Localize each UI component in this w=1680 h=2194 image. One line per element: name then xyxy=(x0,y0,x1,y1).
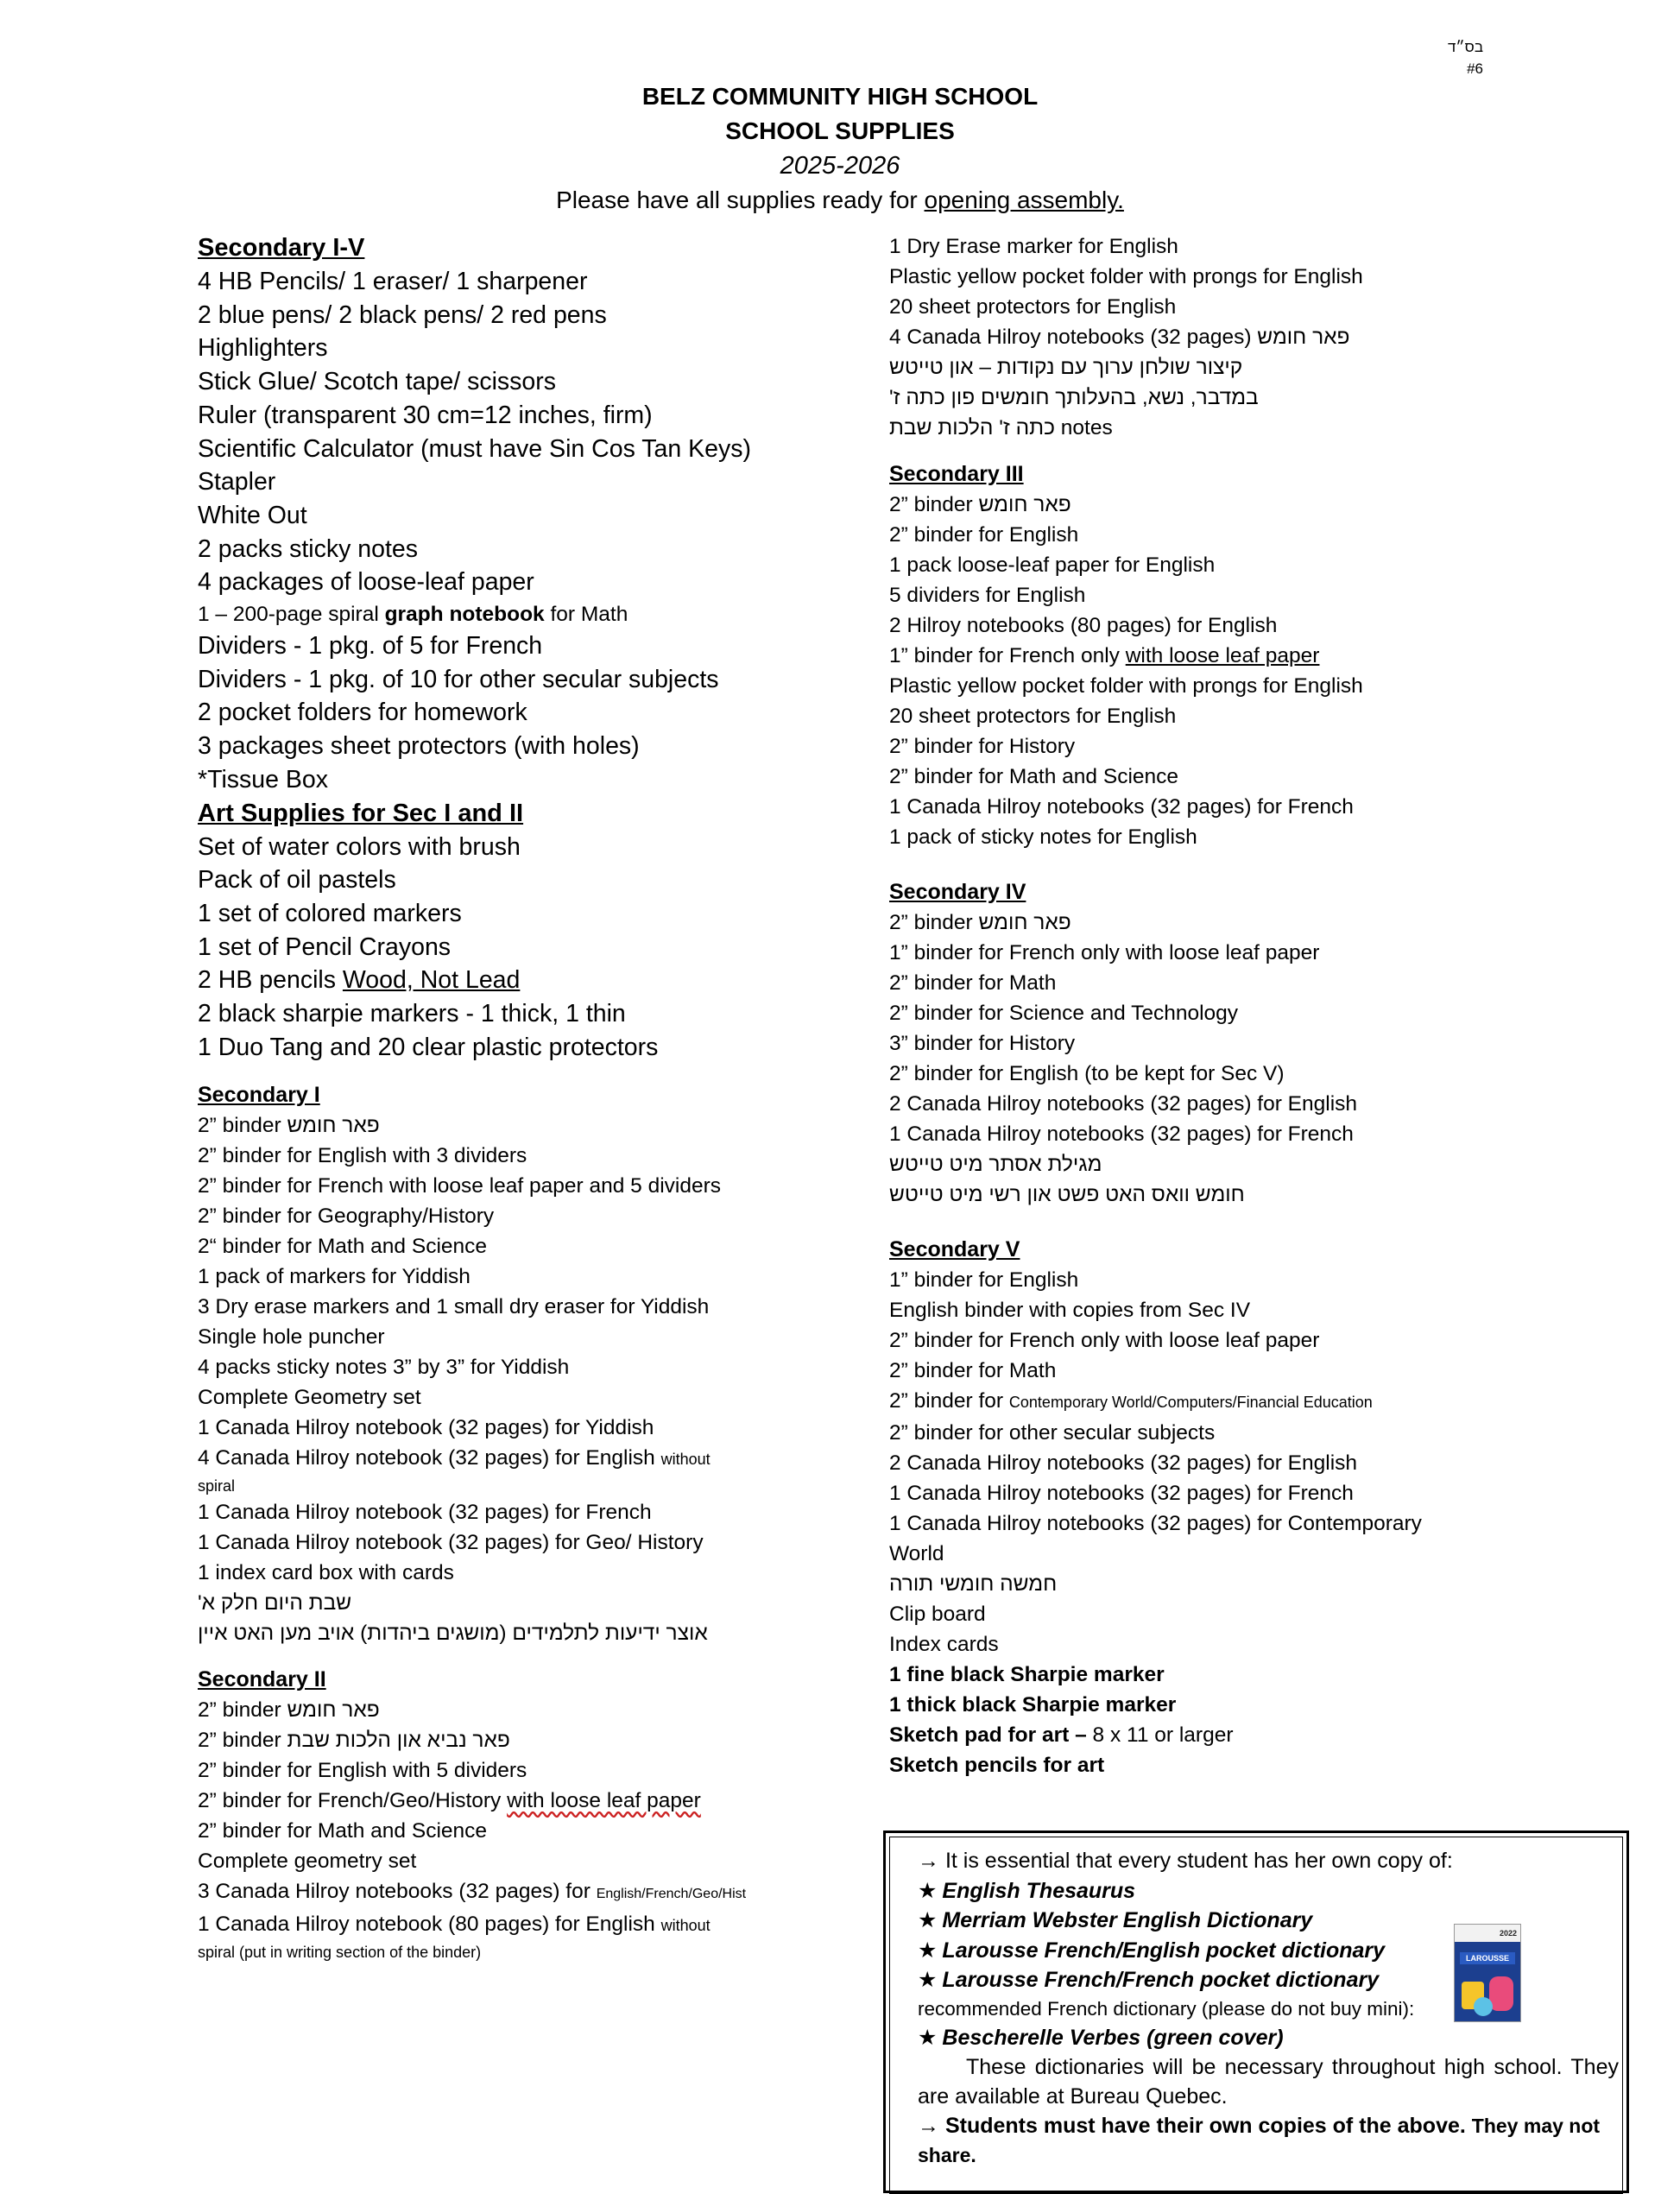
header-note xyxy=(0,183,1680,218)
binder-text: 2” binder xyxy=(198,1698,281,1723)
sketch-rest: 8 x 11 or larger xyxy=(1092,1723,1234,1747)
warning-tail: They may not share. xyxy=(918,2115,1601,2166)
list-item: Index cards xyxy=(889,1633,999,1656)
list-item: 1 Canada Hilroy notebooks (32 pages) for French xyxy=(889,1482,1354,1505)
list-item: 2” binder for Geography/History xyxy=(198,1204,495,1229)
dictionary-name: English Thesaurus xyxy=(942,1878,1136,1903)
hebrew-text: קיצור שולחן ערוך עם נקודות – און טייטש xyxy=(889,356,1243,379)
list-item: 2” binder for English with 3 dividers xyxy=(198,1144,527,1168)
list-item: Complete Geometry set xyxy=(198,1386,421,1410)
warning-bold: Students must have their own copies of the above. xyxy=(944,2114,1466,2138)
arrow-icon: → xyxy=(918,2114,939,2138)
list-item: 2” binder for French only with loose leaf paper xyxy=(889,1329,1320,1352)
list-item-hebrew xyxy=(889,383,1494,413)
box-paragraph-text: These dictionaries will be necessary throughout high school. They are available at Bureau Quebec. xyxy=(918,2055,1619,2109)
dictionary-name: Merriam Webster English Dictionary xyxy=(942,1908,1313,1932)
list-item: 1 pack loose-leaf paper for English xyxy=(889,553,1216,577)
list-item-binder-chumash xyxy=(889,490,1494,520)
french-binder-underlined: with loose leaf paper xyxy=(507,1789,701,1813)
hebrew-text: חומש וואס האט פשט און רשי מיט טייטש xyxy=(889,1183,1245,1206)
hebrew-text: במדבר, נשא, בהעלותך חומשים פון כתה ז' xyxy=(889,386,1259,409)
list-item: 2 black sharpie markers - 1 thick, 1 thin xyxy=(198,1000,626,1028)
school-name: BELZ COMMUNITY HIGH SCHOOL xyxy=(641,83,1039,110)
hilroy80-small: without xyxy=(660,1917,711,1935)
secondary-i-v-list xyxy=(198,265,854,797)
hebrew-text: שבת היום חלק א' xyxy=(198,1591,352,1615)
notes-hebrew: כתה ז' הלכות שבת xyxy=(889,416,1055,439)
cover-shape xyxy=(1489,1976,1513,2011)
graph-pre: 1 – 200-page spiral xyxy=(198,603,385,627)
list-item: 1 index card box with cards xyxy=(198,1561,454,1585)
header-note-text: Please have all supplies ready for xyxy=(556,187,925,213)
box-warning xyxy=(918,2111,1619,2170)
corner-hebrew: בס״ד xyxy=(1448,39,1483,55)
binder-text: 2” binder xyxy=(198,1114,281,1138)
header-note-underlined: opening assembly. xyxy=(924,187,1124,213)
list-item-french-binder xyxy=(198,1786,854,1816)
list-item: 2” binder for English xyxy=(889,523,1079,547)
star-icon: ★ xyxy=(918,1878,938,1903)
list-item: 2” binder for Math xyxy=(889,971,1057,995)
hilroy-small: English/French/Geo/Hist xyxy=(596,1887,747,1902)
list-item-hilroy-chumash xyxy=(889,322,1494,352)
list-item: 1 Canada Hilroy notebook (32 pages) for Geo/ History xyxy=(198,1531,704,1555)
hilroy-text: 4 Canada Hilroy notebooks (32 pages) xyxy=(889,326,1252,349)
list-item-binder-chumash xyxy=(198,1110,854,1141)
list-item: 1 pack of markers for Yiddish xyxy=(198,1265,471,1289)
french-binder-text: 1” binder for French only xyxy=(889,644,1126,667)
list-item: Highlighters xyxy=(198,334,328,363)
list-item: Stapler xyxy=(198,468,276,496)
document-title: SCHOOL SUPPLIES xyxy=(725,117,955,144)
list-item-sketch-pad xyxy=(889,1720,1494,1750)
list-item: White Out xyxy=(198,501,307,529)
dictionary-name: Larousse French/French pocket dictionary xyxy=(942,1968,1380,1992)
section-title-secondary-iii: Secondary III xyxy=(889,462,1024,486)
list-item: Stick Glue/ Scotch tape/ scissors xyxy=(198,368,556,396)
list-item-hb-pencils xyxy=(198,964,854,997)
hebrew-text: אוצר ידיעות לתלמידים (מושגים ביהדות) אויב מען האט איין xyxy=(198,1622,708,1646)
english-hilroy-small: without xyxy=(660,1451,711,1469)
page-number: #6 xyxy=(1467,60,1483,77)
list-item: 3 packages sheet protectors (with holes) xyxy=(198,732,640,761)
section-title-secondary-i-v: Secondary I-V xyxy=(198,234,365,262)
list-item-wrap: spiral (put in writing section of the binder) xyxy=(198,1944,482,1962)
hilroy-text: 3 Canada Hilroy notebooks (32 pages) for xyxy=(198,1880,597,1904)
section-title-secondary-v: Secondary V xyxy=(889,1237,1020,1261)
sketch-bold: Sketch pad for art – xyxy=(889,1723,1093,1747)
binder-text: 2” binder xyxy=(198,1729,281,1753)
list-item: Dividers - 1 pkg. of 5 for French xyxy=(198,632,543,661)
list-item: 2” binder for Math xyxy=(889,1359,1057,1382)
list-item-binder-chumash xyxy=(198,1695,854,1725)
list-item: 1 fine black Sharpie marker xyxy=(889,1663,1165,1686)
arrow-icon: → xyxy=(918,1849,939,1873)
binder-hebrew: פאר חומש xyxy=(978,911,1071,934)
list-item-hebrew xyxy=(889,1179,1494,1210)
list-item: 2 blue pens/ 2 black pens/ 2 red pens xyxy=(198,300,607,329)
secondary-iv-list xyxy=(889,907,1494,1210)
list-item: 2 packs sticky notes xyxy=(198,534,419,563)
list-item: 2” binder for other secular subjects xyxy=(889,1421,1216,1445)
list-item-binder-navi xyxy=(198,1725,854,1755)
list-item: 1 Duo Tang and 20 clear plastic protectors xyxy=(198,1033,659,1061)
list-item: 2” binder for Math and Science xyxy=(889,765,1179,788)
list-item: Set of water colors with brush xyxy=(198,832,521,861)
list-item: 5 dividers for English xyxy=(889,584,1086,607)
list-item: 2” binder for Science and Technology xyxy=(889,1002,1239,1025)
list-item: 3” binder for History xyxy=(889,1032,1076,1055)
list-item: 2” binder for English with 5 dividers xyxy=(198,1759,527,1783)
list-item: Sketch pencils for art xyxy=(889,1754,1105,1777)
left-column xyxy=(198,231,854,1963)
star-icon: ★ xyxy=(918,1908,938,1932)
binder-hebrew: פאר חומש xyxy=(287,1698,380,1723)
hb-pencils-text: 2 HB pencils xyxy=(198,966,343,995)
corner-marks xyxy=(1448,36,1483,79)
list-item: Plastic yellow pocket folder with prongs for English xyxy=(889,674,1363,698)
cw-text: 2” binder for xyxy=(889,1389,1009,1413)
section-title-art-supplies: Art Supplies for Sec I and II xyxy=(198,799,524,827)
graph-bold: graph notebook xyxy=(384,603,545,627)
list-item-contemporary-binder xyxy=(889,1386,1494,1418)
notes-text: notes xyxy=(1060,416,1113,439)
list-item-hebrew xyxy=(889,1569,1494,1599)
list-item: 20 sheet protectors for English xyxy=(889,295,1177,319)
list-item: 20 sheet protectors for English xyxy=(889,705,1177,728)
hilroy-hebrew: פאר חומש xyxy=(1257,326,1350,349)
document-header xyxy=(0,79,1680,218)
art-supplies-list xyxy=(198,831,854,1065)
english-hilroy-text: 4 Canada Hilroy notebook (32 pages) for English xyxy=(198,1446,661,1470)
list-item: 1 set of colored markers xyxy=(198,899,462,927)
list-item: 1 Dry Erase marker for English xyxy=(889,235,1178,258)
binder-hebrew: פאר חומש xyxy=(978,493,1071,516)
box-intro xyxy=(918,1846,1601,1876)
secondary-i-continued-list xyxy=(889,231,1494,443)
list-item: 2” binder for Math and Science xyxy=(198,1819,488,1843)
list-item: 1 pack of sticky notes for English xyxy=(889,825,1197,849)
list-item-hebrew xyxy=(889,352,1494,383)
secondary-ii-list xyxy=(198,1695,854,1963)
hebrew-text: חמשה חומשי תורה xyxy=(889,1572,1058,1596)
list-item-hebrew xyxy=(889,1149,1494,1179)
secondary-i-list xyxy=(198,1110,854,1648)
list-item-binder-chumash xyxy=(889,907,1494,938)
list-item: 1 Canada Hilroy notebooks (32 pages) for Contemporary xyxy=(889,1512,1422,1535)
dictionary-name: Bescherelle Verbes (green cover) xyxy=(942,2025,1284,2050)
list-item: 2 Hilroy notebooks (80 pages) for English xyxy=(889,614,1278,637)
list-item: Single hole puncher xyxy=(198,1325,385,1350)
box-paragraph xyxy=(918,2052,1619,2111)
list-item: World xyxy=(889,1542,944,1565)
box-intro-text: It is essential that every student has her own copy of: xyxy=(944,1849,1453,1873)
larousse-dictionary-image xyxy=(1454,1924,1521,2022)
cover-shape xyxy=(1474,1997,1493,2016)
french-binder-underlined: with loose leaf paper xyxy=(1125,644,1320,667)
list-item-graph-notebook xyxy=(198,599,854,629)
french-binder-text: 2” binder for French/Geo/History xyxy=(198,1789,508,1813)
star-icon: ★ xyxy=(918,1968,938,1992)
dictionary-name: Larousse French/English pocket dictionary xyxy=(942,1938,1386,1963)
list-item: Pack of oil pastels xyxy=(198,866,396,895)
section-title-secondary-i: Secondary I xyxy=(198,1083,320,1108)
list-item: 2” binder for English (to be kept for Sec V) xyxy=(889,1062,1285,1085)
cw-small: Contemporary World/Computers/Financial Education xyxy=(1008,1394,1373,1411)
section-title-secondary-ii: Secondary II xyxy=(198,1667,326,1692)
list-item: 2” binder for History xyxy=(889,735,1076,758)
list-item: 2 Canada Hilroy notebooks (32 pages) for English xyxy=(889,1451,1358,1475)
list-item: Complete geometry set xyxy=(198,1849,417,1874)
list-item: Clip board xyxy=(889,1603,986,1626)
book-year: 2022 xyxy=(1455,1925,1520,1942)
list-item: English binder with copies from Sec IV xyxy=(889,1299,1251,1322)
dictionary-item xyxy=(918,1876,1601,1906)
list-item: 1 set of Pencil Crayons xyxy=(198,933,452,961)
hilroy80-text: 1 Canada Hilroy notebook (80 pages) for English xyxy=(198,1913,661,1937)
list-item-hebrew xyxy=(198,1618,854,1648)
binder-text: 2” binder xyxy=(889,493,973,516)
list-item: 1” binder for English xyxy=(889,1268,1079,1292)
list-item: 2 Canada Hilroy notebooks (32 pages) for English xyxy=(889,1092,1358,1116)
list-item: *Tissue Box xyxy=(198,765,329,794)
list-item-hilroy-80 xyxy=(198,1909,854,1941)
binder-text: 2” binder xyxy=(889,911,973,934)
graph-post: for Math xyxy=(544,603,628,627)
list-item: 3 Dry erase markers and 1 small dry eraser for Yiddish xyxy=(198,1295,710,1319)
list-item: 2 pocket folders for homework xyxy=(198,699,527,727)
list-item-notes xyxy=(889,413,1494,443)
list-item: 2“ binder for Math and Science xyxy=(198,1235,488,1259)
list-item: 1 Canada Hilroy notebooks (32 pages) for French xyxy=(889,795,1354,819)
star-icon: ★ xyxy=(918,2025,938,2050)
star-icon: ★ xyxy=(918,1938,938,1963)
list-item: 1 thick black Sharpie marker xyxy=(889,1693,1177,1717)
list-item-wrap: spiral xyxy=(198,1477,236,1495)
binder-hebrew: פאר חומש xyxy=(287,1114,380,1138)
list-item-hilroy-subjects xyxy=(198,1876,854,1909)
list-item-hebrew xyxy=(198,1588,854,1618)
list-item: 4 packages of loose-leaf paper xyxy=(198,568,534,597)
list-item: Plastic yellow pocket folder with prongs for English xyxy=(889,265,1363,288)
list-item: 4 HB Pencils/ 1 eraser/ 1 sharpener xyxy=(198,268,588,295)
list-item: 1” binder for French only with loose leaf paper xyxy=(889,941,1320,964)
section-title-secondary-iv: Secondary IV xyxy=(889,880,1026,904)
list-item: Scientific Calculator (must have Sin Cos Tan Keys) xyxy=(198,434,751,463)
list-item: 4 packs sticky notes 3” by 3” for Yiddish xyxy=(198,1356,570,1380)
book-brand: LAROUSSE xyxy=(1460,1952,1515,1964)
hebrew-text: מגילת אסתר מיט טייטש xyxy=(889,1153,1102,1176)
list-item: 1 Canada Hilroy notebook (32 pages) for French xyxy=(198,1501,652,1525)
hb-pencils-underlined: Wood, Not Lead xyxy=(342,966,521,995)
secondary-iii-list xyxy=(889,490,1494,852)
list-item: 2” binder for French with loose leaf paper and 5 dividers xyxy=(198,1174,722,1198)
recommend-note: recommended French dictionary (please do not buy mini): xyxy=(918,1997,1415,2020)
list-item-french-binder xyxy=(889,641,1494,671)
list-item: Ruler (transparent 30 cm=12 inches, firm) xyxy=(198,401,653,429)
list-item: Dividers - 1 pkg. of 10 for other secular subjects xyxy=(198,665,719,693)
list-item: 1 Canada Hilroy notebook (32 pages) for Yiddish xyxy=(198,1416,654,1440)
binder-hebrew: פאר נביא און הלכות שבת xyxy=(287,1729,510,1753)
right-column xyxy=(889,231,1494,1780)
list-item: 1 Canada Hilroy notebooks (32 pages) for French xyxy=(889,1122,1354,1146)
school-year: 2025-2026 xyxy=(780,152,900,180)
dictionary-item xyxy=(918,2023,1601,2053)
list-item-english-hilroy xyxy=(198,1443,854,1475)
secondary-v-list xyxy=(889,1265,1494,1780)
